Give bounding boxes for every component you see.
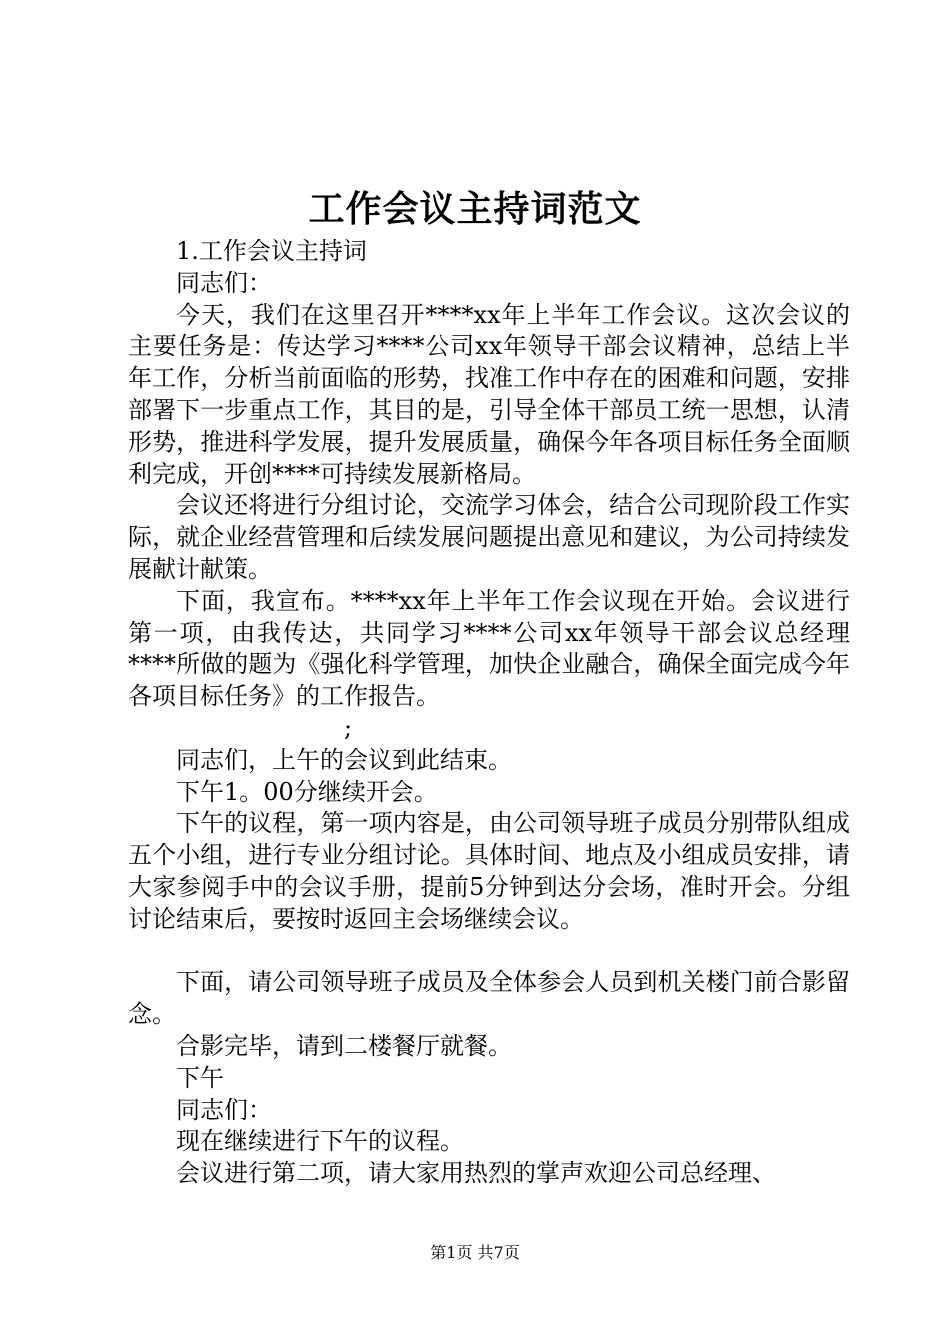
paragraph: 会议还将进行分组讨论，交流学习体会，结合公司现阶段工作实际，就企业经营管理和后续发展问题提出意见和建议，为公司持续发展献计献策。 — [128, 491, 850, 583]
paragraph: 会议进行第二项，请大家用热烈的掌声欢迎公司总经理、 — [176, 1159, 776, 1188]
paragraph: 合影完毕，请到二楼餐厅就餐。 — [176, 1031, 512, 1060]
paragraph: 下午的议程，第一项内容是，由公司领导班子成员分别带队组成五个小组，进行专业分组讨论。具体时间、地点及小组成员安排，请大家参阅手中的会议手册，提前5分钟到达分会场，准时开会。分组讨论结束后，要按时返回主会场继续会议。 — [128, 809, 850, 933]
paragraph: 今天，我们在这里召开****xx年上半年工作会议。这次会议的主要任务是：传达学习****公司xx年领导干部会议精神，总结上半年工作，分析当前面临的形势，找准工作中存在的困难和问题，安排部署下一步重点工作，其目的是，引导全体干部员工统一思想，认清形势，推进科学发展，提升发展质量，确保今年各项目标任务全面顺利完成，开创****可持续发展新格局。 — [128, 300, 850, 488]
document-body — [128, 236, 850, 1190]
paragraph: 同志们，上午的会议到此结束。 — [176, 745, 512, 774]
separator-mark: ; — [344, 713, 353, 742]
salutation: 同志们： — [176, 268, 272, 297]
paragraph: 下午 — [176, 1063, 224, 1092]
salutation: 同志们： — [176, 1095, 272, 1124]
paragraph: 下面，我宣布。****xx年上半年工作会议现在开始。会议进行第一项，由我传达，共同学习****公司xx年领导干部会议总经理****所做的题为《强化科学管理，加快企业融合，确保全面完成今年各项目标任务》的工作报告。 — [128, 586, 850, 711]
page-footer: 第1页 共7页 — [430, 1243, 520, 1262]
paragraph: 下午1。00分继续开会。 — [176, 777, 438, 806]
paragraph: 下面，请公司领导班子成员及全体参会人员到机关楼门前合影留念。 — [128, 968, 850, 1029]
blank-line — [128, 936, 850, 968]
paragraph: 现在继续进行下午的议程。 — [176, 1127, 464, 1156]
heading-line: 1.工作会议主持词 — [176, 237, 367, 265]
document-title: 工作会议主持词范文 — [308, 188, 642, 230]
